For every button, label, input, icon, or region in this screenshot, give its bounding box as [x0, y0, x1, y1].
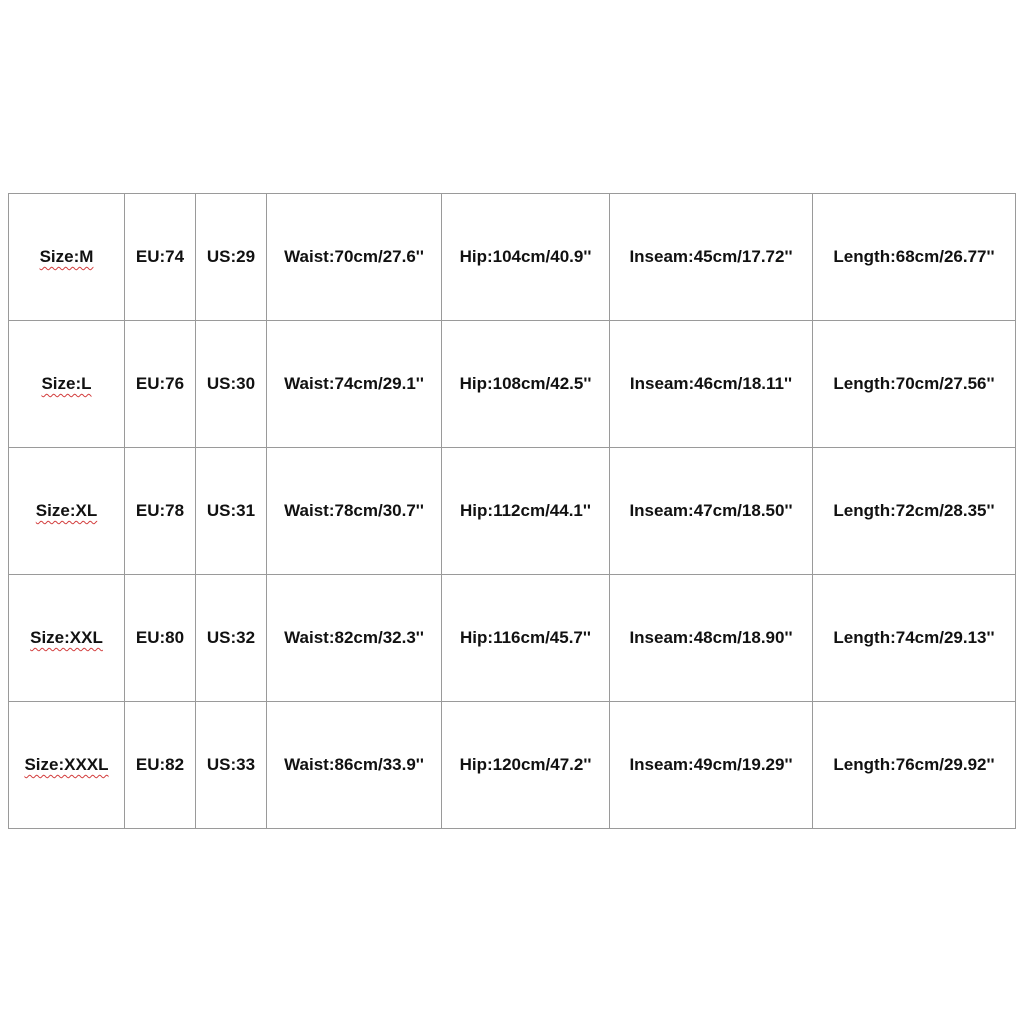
size-chart-table — [8, 193, 1016, 829]
waist-cell: Waist:78cm/30.7'' — [267, 448, 442, 575]
length-cell: Length:72cm/28.35'' — [813, 448, 1016, 575]
table-row — [9, 194, 1016, 321]
size-label: Size:L — [41, 374, 92, 393]
hip-cell: Hip:120cm/47.2'' — [442, 702, 610, 829]
waist-cell: Waist:86cm/33.9'' — [267, 702, 442, 829]
hip-cell: Hip:104cm/40.9'' — [442, 194, 610, 321]
table-row — [9, 575, 1016, 702]
waist-cell: Waist:82cm/32.3'' — [267, 575, 442, 702]
us-size-cell: US:31 — [196, 448, 267, 575]
eu-size-cell: EU:74 — [125, 194, 196, 321]
length-cell: Length:68cm/26.77'' — [813, 194, 1016, 321]
hip-cell: Hip:116cm/45.7'' — [442, 575, 610, 702]
eu-size-cell: EU:80 — [125, 575, 196, 702]
inseam-cell: Inseam:47cm/18.50'' — [610, 448, 813, 575]
hip-cell: Hip:112cm/44.1'' — [442, 448, 610, 575]
waist-cell: Waist:74cm/29.1'' — [267, 321, 442, 448]
size-label: Size:XXXL — [24, 755, 109, 774]
us-size-cell: US:33 — [196, 702, 267, 829]
inseam-cell: Inseam:48cm/18.90'' — [610, 575, 813, 702]
size-label: Size:XXL — [30, 628, 103, 647]
eu-size-cell: EU:76 — [125, 321, 196, 448]
length-cell: Length:70cm/27.56'' — [813, 321, 1016, 448]
waist-cell: Waist:70cm/27.6'' — [267, 194, 442, 321]
length-cell: Length:76cm/29.92'' — [813, 702, 1016, 829]
size-cell — [9, 702, 125, 829]
size-cell — [9, 194, 125, 321]
size-label: Size:M — [39, 247, 94, 266]
size-label: Size:XL — [35, 501, 98, 520]
table-row — [9, 321, 1016, 448]
size-cell — [9, 448, 125, 575]
inseam-cell: Inseam:49cm/19.29'' — [610, 702, 813, 829]
size-cell — [9, 575, 125, 702]
eu-size-cell: EU:82 — [125, 702, 196, 829]
hip-cell: Hip:108cm/42.5'' — [442, 321, 610, 448]
inseam-cell: Inseam:45cm/17.72'' — [610, 194, 813, 321]
us-size-cell: US:30 — [196, 321, 267, 448]
us-size-cell: US:32 — [196, 575, 267, 702]
eu-size-cell: EU:78 — [125, 448, 196, 575]
us-size-cell: US:29 — [196, 194, 267, 321]
inseam-cell: Inseam:46cm/18.11'' — [610, 321, 813, 448]
length-cell: Length:74cm/29.13'' — [813, 575, 1016, 702]
size-cell — [9, 321, 125, 448]
table-row — [9, 702, 1016, 829]
table-row — [9, 448, 1016, 575]
